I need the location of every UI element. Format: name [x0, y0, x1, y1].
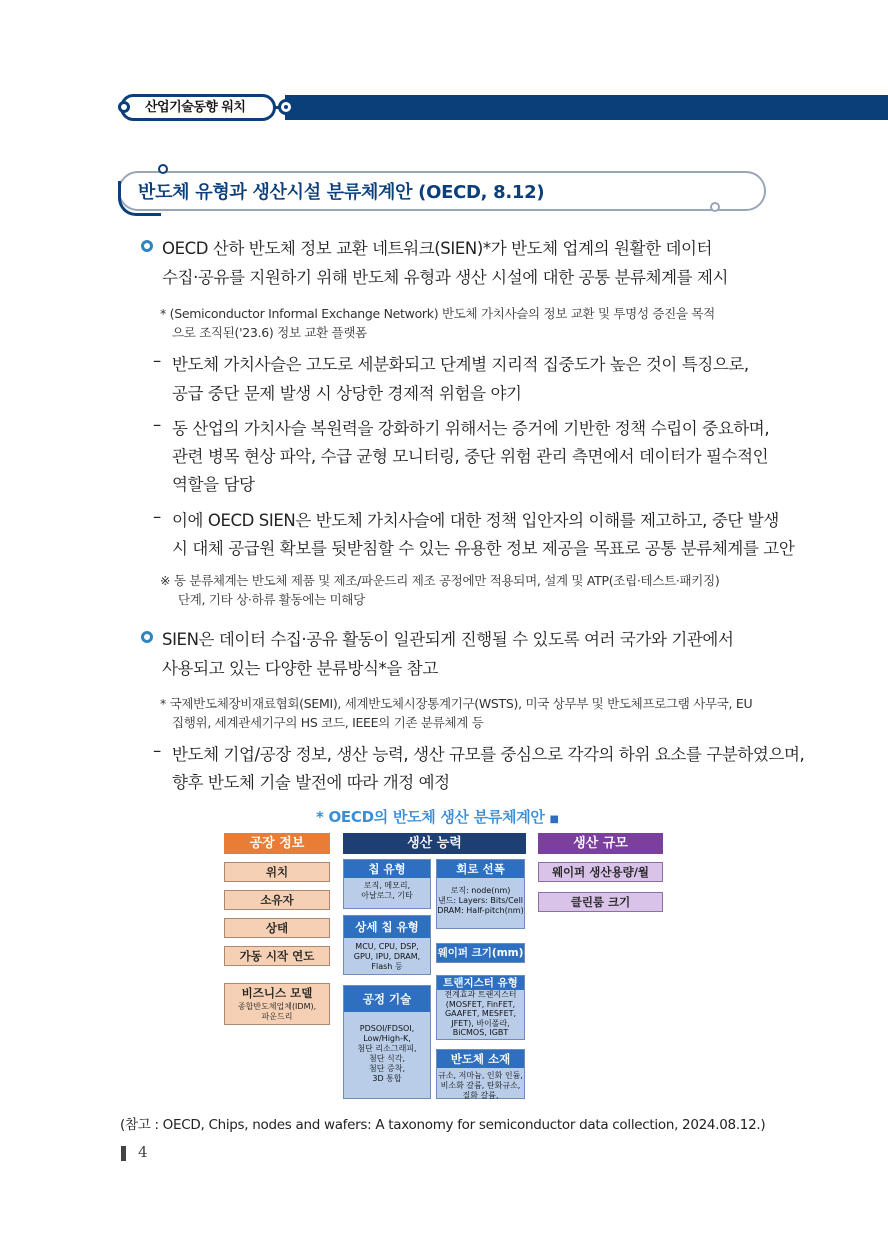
diagram-title-text: OECD의 반도체 생산 분류체계안: [328, 808, 545, 826]
para2-note: 집행위, 세계관세기구의 HS 코드, IEEE의 기존 분류체계 등: [172, 715, 484, 730]
factory-info-item: 위치: [224, 862, 330, 882]
header-band: [285, 95, 888, 120]
diagram-title: [316, 806, 559, 827]
wafer-size-header: 웨이퍼 크기(mm): [437, 944, 524, 962]
para1-line: OECD 산하 반도체 정보 교환 네트워크(SIEN)*가 반도체 업계의 원활한 데이터: [162, 239, 713, 258]
factory-info-item: 상태: [224, 918, 330, 938]
circuit-width-header: 회로 선폭: [437, 860, 524, 878]
business-model-body: 종합반도체업체(IDM), 파운드리: [237, 1002, 317, 1021]
dash-marker: –: [153, 507, 162, 526]
header-band-dot: [278, 99, 294, 115]
section-label: 산업기술동향 워치: [120, 94, 276, 121]
dash-marker: –: [153, 741, 162, 760]
dash-line: 반도체 기업/공장 정보, 생산 능력, 생산 규모를 중심으로 각각의 하위 요소를 구분하였으며,: [172, 745, 805, 764]
dash-line: 반도체 가치사슬은 고도로 세분화되고 단계별 지리적 집중도가 높은 것이 특징으로,: [172, 355, 749, 374]
para2-note: * 국제반도체장비재료협회(SEMI), 세계반도체시장통계기구(WSTS), 미국 상무부 및 반도체프로그램 사무국, EU: [160, 696, 753, 711]
para1-remark: 단계, 기타 상·하류 활동에는 미해당: [178, 592, 365, 607]
page-number: 4: [138, 1143, 148, 1161]
title-dot-bottom: [710, 202, 720, 212]
section-label-dot: [118, 101, 130, 113]
diagram-title-prefix: *: [316, 808, 324, 826]
detail-chip-body: MCU, CPU, DSP, GPU, IPU, DRAM, Flash 등: [353, 942, 421, 971]
factory-info-item: 소유자: [224, 890, 330, 910]
material-body: 규소, 저마늄, 인화 인듐, 비소화 갈륨, 탄화규소, 질화 갈륨,: [438, 1071, 523, 1100]
bullet-circle-icon: [141, 240, 153, 252]
material-box: [436, 1049, 525, 1099]
process-tech-body: PDSOI/FDSOI, Low/High-K, 첨단 리소그래피, 첨단 식각, 첨단 증착, 3D 통합: [357, 1024, 417, 1083]
chip-type-header: 칩 유형: [344, 860, 430, 878]
para2-line: 사용되고 있는 다양한 분류방식*을 참고: [162, 659, 438, 678]
process-tech-box: [343, 985, 431, 1099]
dash-line: 역할을 담당: [172, 475, 255, 494]
detail-chip-header: 상세 칩 유형: [344, 916, 430, 938]
scale-item: 클린룸 크기: [538, 892, 663, 912]
dash-line: 관련 병목 현상 파악, 수급 균형 모니터링, 중단 위험 관리 측면에서 데이터가 필수적인: [172, 447, 769, 466]
business-model-box: [224, 983, 330, 1025]
factory-info-header: 공장 정보: [224, 833, 330, 854]
detail-chip-box: [343, 915, 431, 975]
reference-note: (참고 : OECD, Chips, nodes and wafers: A taxonomy for semiconductor data collection, 2024.08.12.): [120, 1117, 766, 1133]
para2-line: SIEN은 데이터 수집·공유 활동이 일관되게 진행될 수 있도록 여러 국가와 기관에서: [162, 630, 734, 649]
dash-line: 공급 중단 문제 발생 시 상당한 경제적 위험을 야기: [172, 384, 522, 403]
process-tech-header: 공정 기술: [344, 986, 430, 1012]
wafer-size-box: [436, 943, 525, 963]
scale-item: 웨이퍼 생산용량/월: [538, 862, 663, 882]
para1-note: * (Semiconductor Informal Exchange Network) 반도체 가치사슬의 정보 교환 및 투명성 증진을 목적: [160, 306, 715, 321]
page-number-bar: [121, 1146, 126, 1161]
bullet-circle-icon: [141, 631, 153, 643]
circuit-width-body: 로직: node(nm) 낸드: Layers: Bits/Cell DRAM: Half-pitch(nm): [437, 886, 524, 915]
transistor-type-box: [436, 975, 525, 1040]
dash-line: 향후 반도체 기술 발전에 따라 개정 예정: [172, 773, 450, 792]
dash-line: 시 대체 공급원 확보를 뒷받침할 수 있는 유용한 정보 제공을 목표로 공통 분류체계를 고안: [172, 539, 795, 558]
transistor-type-header: 트랜지스터 유형: [437, 976, 524, 990]
factory-info-item: 가동 시작 연도: [224, 946, 330, 966]
dash-line: 이에 OECD SIEN은 반도체 가치사슬에 대한 정책 입안자의 이해를 제고하고, 중단 발생: [172, 511, 779, 530]
dash-marker: –: [153, 415, 162, 434]
para1-line: 수집·공유를 지원하기 위해 반도체 유형과 생산 시설에 대한 공통 분류체계를 제시: [162, 268, 729, 287]
capacity-header: 생산 능력: [343, 833, 526, 854]
chip-type-body: 로직, 메모리, 아날로그, 기타: [361, 881, 413, 900]
circuit-width-box: [436, 859, 525, 929]
dash-line: 동 산업의 가치사슬 복원력을 강화하기 위해서는 증거에 기반한 정책 수립이 중요하며,: [172, 419, 770, 438]
transistor-type-body: 전계효과 트랜지스터 (MOSFET, FinFET, GAAFET, MESFET, JFET), 바이폴라, BiCMOS, IGBT: [444, 990, 517, 1037]
business-model-header: 비즈니스 모델: [241, 986, 313, 1000]
para1-remark: ※ 동 분류체계는 반도체 제품 및 제조/파운드리 제조 공정에만 적용되며, 설계 및 ATP(조립·테스트·패키징): [160, 573, 720, 588]
dash-marker: –: [153, 351, 162, 370]
chip-type-box: [343, 859, 431, 909]
para1-note: 으로 조직된('23.6) 정보 교환 플랫폼: [172, 325, 367, 340]
diagram-title-suffix: ■: [549, 814, 559, 825]
title-dot-top: [158, 164, 168, 174]
scale-header: 생산 규모: [538, 833, 663, 854]
page-title: 반도체 유형과 생산시설 분류체계안 (OECD, 8.12): [138, 182, 545, 203]
material-header: 반도체 소재: [437, 1050, 524, 1068]
